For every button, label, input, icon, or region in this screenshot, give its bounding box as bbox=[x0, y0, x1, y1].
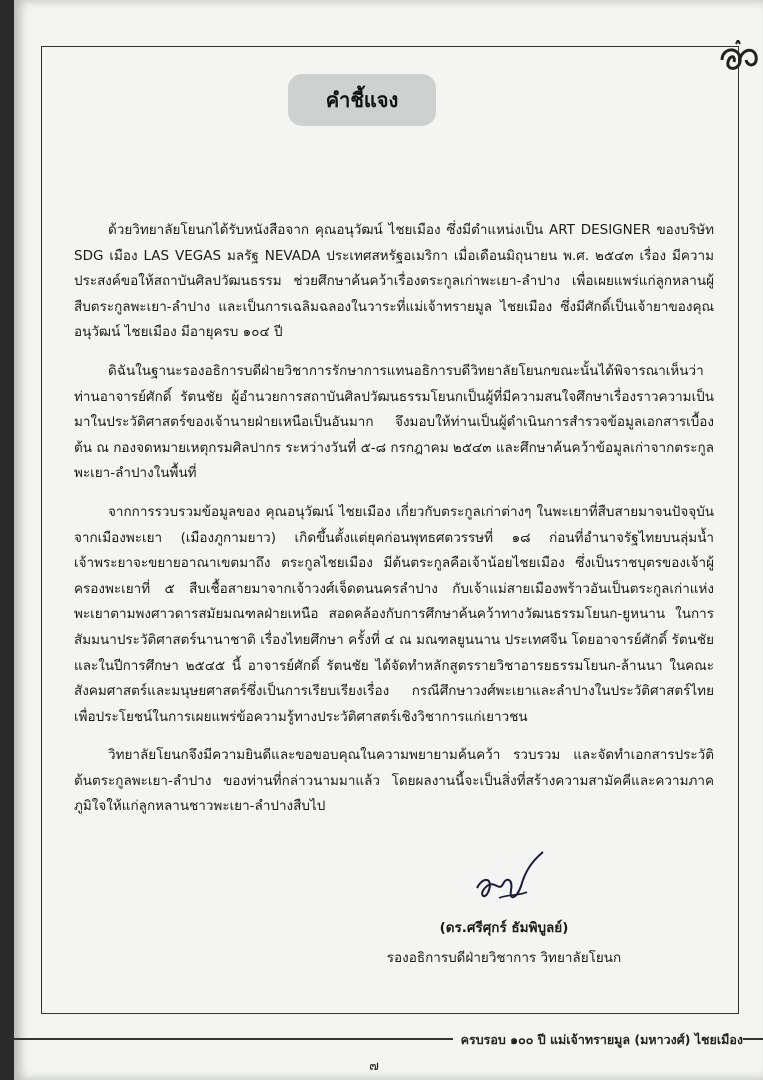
body-text bbox=[74, 218, 714, 833]
signatory-name: (ดร.ศรีศุกร์ ธัมพิบูลย์) bbox=[439, 920, 569, 936]
page-title-box bbox=[288, 74, 436, 126]
paragraph-1: ด้วยวิทยาลัยโยนกได้รับหนังสือจาก คุณอนุวัฒน์ ไชยเมือง ซึ่งมีตำแหน่งเป็น ART DESIGNER ของบริษัท SDG เมือง LAS VEGAS มลรัฐ NEVADA ประเทศสหรัฐอเมริกา เมื่อเดือนมิถุนายน พ.ศ. ๒๕๔๓ เรื่อง มีความประสงค์ขอให้สถาบันศิลปวัฒนธรรม ช่วยศึกษาค้นคว้าเรื่องตระกูลเก่าพะเยา-ลำปาง เพื่อเผยแพร่แก่ลูกหลานผู้สืบตระกูลพะเยา-ลำปาง และเป็นการเฉลิมฉลองในวาระที่แม่เจ้าทรายมูล ไชยเมือง ซึ่งมีศักดิ์เป็นเจ้ายาของคุณอนุวัฒน์ ไชยเมือง มีอายุครบ ๑๐๔ ปี bbox=[74, 222, 714, 341]
footer-caption: ครบรอบ ๑๐๐ ปี แม่เจ้าทรายมูล (มหาวงศ์) ไชยเมือง bbox=[453, 1030, 743, 1050]
page-number: ๗ bbox=[369, 1059, 379, 1074]
paragraph-3: จากการรวบรวมข้อมูลของ คุณอนุวัฒน์ ไชยเมือง เกี่ยวกับตระกูลเก่าต่างๆ ในพะเยาที่สืบสายมาจนปัจจุบัน จากเมืองพะเยา (เมืองภูกามยาว) เกิดขึ้นตั้งแต่ยุคก่อนพุทธศตวรรษที่ ๑๘ ก่อนที่อำนาจรัฐไทยบนลุ่มน้ำเจ้าพระยาจะขยายอาณาเขตมาถึง ตระกูลไชยเมือง มีต้นตระกูลคือเจ้าน้อยไชยเมือง ซึ่งเป็นราชบุตรของเจ้าผู้ครองพะเยาที่ ๕ สืบเชื้อสายมาจากเจ้าวงศ์เจ็ดตนนครลำปาง กับเจ้าแม่สายเมืองพร้าวอันเป็นตระกูลเก่าแห่งพะเยาตามพงศาวดารสมัยมณฑลฝ่ายเหนือ สอดคล้องกับการศึกษาค้นคว้าทางวัฒนธรรมโยนก-ยูหนาน ในการสัมมนาประวัติศาสตร์นานาชาติ เรื่องไทยศึกษา ครั้งที่ ๔ ณ มณฑลยูนนาน ประเทศจีน โดยอาจารย์ศักดิ์ รัตนชัย และในปีการศึกษา ๒๕๔๕ นี้ อาจารย์ศักดิ์ รัตนชัย ได้จัดทำหลักสูตรรายวิชาอารยธรรมโยนก-ล้านนา ในคณะสังคมศาสตร์และมนุษยศาสตร์ซึ่งเป็นการเรียบเรียงเรื่อง กรณีศึกษาวงศ์พะเยาและลำปางในประวัติศาสตร์ไทย เพื่อประโยชน์ในการเผยแพร่ข้อความรู้ทางประวัติศาสตร์เชิงวิชาการแก่เยาวชน bbox=[74, 503, 714, 725]
handwritten-signature bbox=[469, 848, 549, 918]
paragraph-2: ดิฉันในฐานะรองอธิการบดีฝ่ายวิชาการรักษาการแทนอธิการบดีวิทยาลัยโยนกขณะนั้นได้พิจารณาเห็นว่าท่านอาจารย์ศักดิ์ รัตนชัย ผู้อำนวยการสถาบันศิลปวัฒนธรรมโยนกเป็นผู้ที่มีความสนใจศึกษาเรื่องราวความเป็นมาในประวัติศาสตร์ของเจ้านายฝ่ายเหนือเป็นอันมาก จึงมอบให้ท่านเป็นผู้ดำเนินการสำรวจข้อมูลเอกสารเบื้องต้น ณ กองจดหมายเหตุกรมศิลปากร ระหว่างวันที่ ๕-๘ กรกฎาคม ๒๕๔๓ และศึกษาค้นคว้าข้อมูลเก่าจากตระกูลพะเยา-ลำปางในพื้นที่ bbox=[74, 362, 714, 482]
paragraph-4: วิทยาลัยโยนกจึงมีความยินดีและขอขอบคุณในความพยายามค้นคว้า รวบรวม และจัดทำเอกสารประวัติต้นตระกูลพะเยา-ลำปาง ของท่านที่กล่าวนามมาแล้ว โดยผลงานนี้จะเป็นสิ่งที่สร้างความสามัคคีและความภาคภูมิใจให้แก่ลูกหลานชาวพะเยา-ลำปางสืบไป bbox=[74, 747, 714, 815]
document-page bbox=[14, 0, 763, 1080]
ornament-icon bbox=[714, 40, 760, 80]
signatory-position: รองอธิการบดีฝ่ายวิชาการ วิทยาลัยโยนก bbox=[386, 950, 622, 966]
page-title: คำชี้แจง bbox=[325, 88, 399, 112]
